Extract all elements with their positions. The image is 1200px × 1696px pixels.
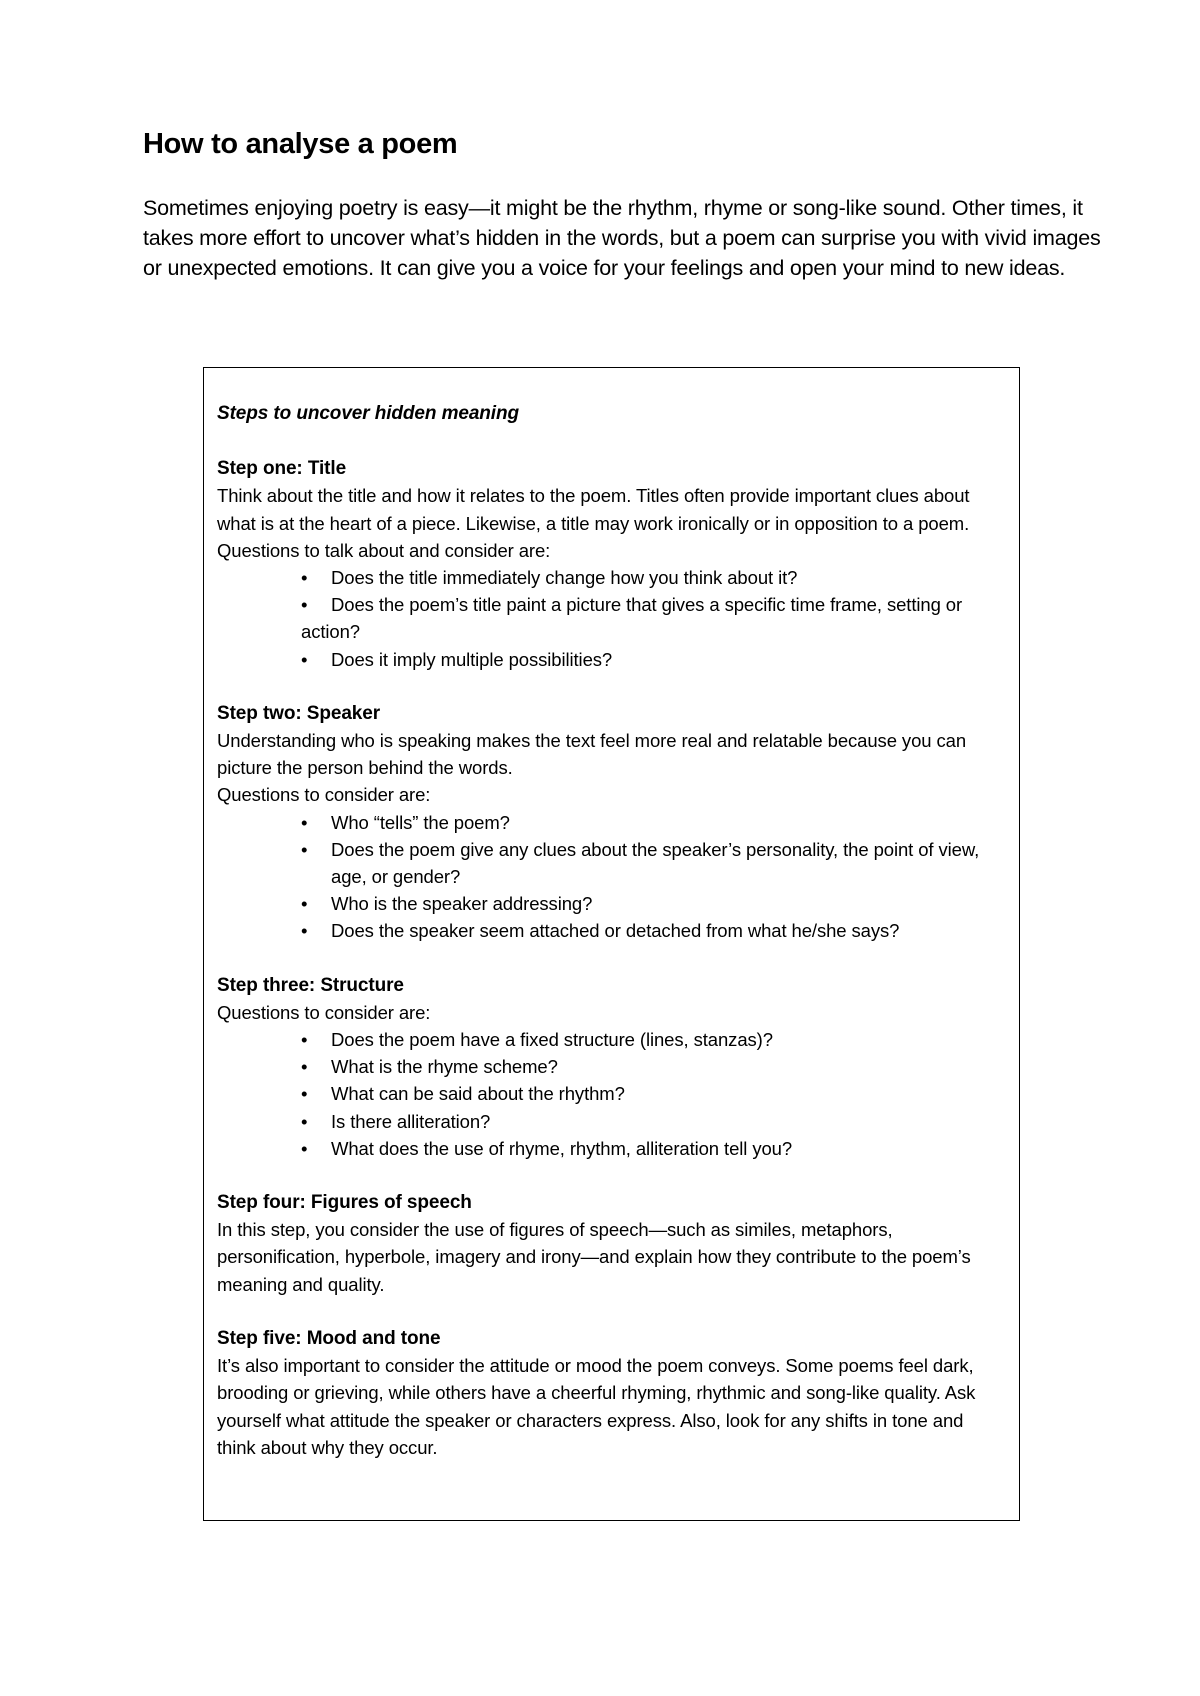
questions-intro: Questions to talk about and consider are: (217, 539, 551, 561)
questions-intro: Questions to consider are: (217, 1001, 431, 1023)
page-title: How to analyse a poem (143, 128, 458, 160)
question-item: • Does the poem have a fixed structure (lines, stanzas)? (301, 1026, 1005, 1053)
bullet-icon: • (301, 1110, 308, 1132)
step-title: Step five: Mood and tone (217, 1327, 441, 1349)
question-list (217, 1026, 1005, 1162)
step-text: In this step, you consider the use of figures of speech—such as similes, metaphors, personification, hyperbole, imagery and irony—and explain how they contribute to the poem’s meaning and quality. (217, 1219, 971, 1295)
bullet-icon: • (301, 1056, 308, 1078)
step-two (217, 700, 1005, 945)
step-one (217, 455, 1005, 673)
question-item: • Who “tells” the poem? (301, 809, 1005, 836)
question-list (217, 564, 1005, 591)
bullet-icon: • (301, 1137, 308, 1159)
question-list (217, 646, 1005, 673)
bullet-icon: • (301, 594, 308, 616)
bullet-icon: • (301, 567, 308, 589)
intro-paragraph: Sometimes enjoying poetry is easy—it might be the rhythm, rhyme or song-like sound. Other times, it takes more effort to uncover what’s hidden in the words, but a poem can surprise you with vivid images or unexpected emotions. It can give you a voice for your feelings and open your mind to new ideas. (143, 196, 1101, 280)
bullet-icon: • (301, 838, 308, 860)
bullet-icon: • (301, 648, 308, 670)
question-item: • What can be said about the rhythm? (301, 1080, 1005, 1107)
question-item: • Is there alliteration? (301, 1108, 1005, 1135)
step-title: Step two: Speaker (217, 702, 381, 724)
question-item: • What is the rhyme scheme? (301, 1053, 1005, 1080)
question-list (217, 809, 1005, 945)
step-text: Understanding who is speaking makes the text feel more real and relatable because you can picture the person behind the words. (217, 730, 967, 779)
steps-box (203, 367, 1020, 1521)
bullet-icon: • (301, 920, 308, 942)
steps-box-heading: Steps to uncover hidden meaning (217, 403, 519, 424)
step-title: Step four: Figures of speech (217, 1192, 472, 1214)
question-item: • Does the speaker seem attached or detached from what he/she says? (301, 917, 1005, 944)
bullet-icon: • (301, 811, 308, 833)
bullet-icon: • (301, 893, 308, 915)
step-five (217, 1325, 1005, 1461)
step-three (217, 972, 1005, 1162)
step-text: Think about the title and how it relates to the poem. Titles often provide important clues about what is at the heart of a piece. Likewise, a title may work ironically or in opposition to a poem. (217, 485, 970, 534)
question-item: • Does the title immediately change how you think about it? (301, 564, 1005, 591)
question-item: • Who is the speaker addressing? (301, 890, 1005, 917)
bullet-icon: • (301, 1083, 308, 1105)
step-title: Step three: Structure (217, 974, 404, 996)
step-title: Step one: Title (217, 458, 347, 480)
question-item: • Does the poem’s title paint a picture that gives a specific time frame, setting or action? (217, 591, 1005, 645)
question-item: • Does it imply multiple possibilities? (301, 646, 1005, 673)
step-four (217, 1189, 1005, 1298)
bullet-icon: • (301, 1029, 308, 1051)
question-item: • What does the use of rhyme, rhythm, alliteration tell you? (301, 1135, 1005, 1162)
question-item: • Does the poem give any clues about the speaker’s personality, the point of view, age, or gender? (301, 836, 1005, 890)
questions-intro: Questions to consider are: (217, 784, 431, 806)
step-text: It’s also important to consider the attitude or mood the poem conveys. Some poems feel dark, brooding or grieving, while others have a cheerful rhyming, rhythmic and song-like quality. Ask yourself what attitude the speaker or characters express. Also, look for any shifts in tone and think about why they occur. (217, 1355, 976, 1458)
